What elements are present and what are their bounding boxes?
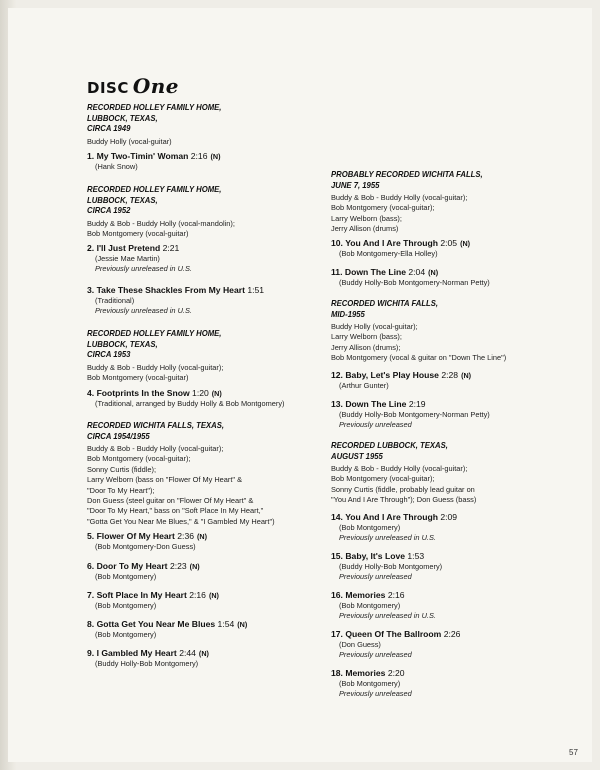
track-number: 5. bbox=[87, 531, 95, 541]
session-credits: "Door To My Heart," bass on "Soft Place In My Heart," bbox=[87, 506, 264, 516]
track-tag: (N) bbox=[189, 562, 200, 571]
track-duration: 1:20 bbox=[192, 388, 209, 398]
session-lubbock-august-1955 bbox=[331, 440, 551, 506]
track-title: You And I Are Through bbox=[345, 238, 438, 248]
track-duration: 2:28 bbox=[441, 370, 459, 380]
track-duration: 1:51 bbox=[247, 285, 265, 295]
track-number: 18. bbox=[331, 668, 343, 678]
track-16 bbox=[331, 590, 561, 622]
track-duration: 2:04 bbox=[408, 267, 426, 277]
session-credits: Larry Welborn (bass); bbox=[331, 332, 402, 342]
track-title: Take These Shackles From My Heart bbox=[96, 285, 245, 295]
session-wichita-falls-mid-1955 bbox=[331, 298, 551, 364]
track-note: Previously unreleased in U.S. bbox=[95, 264, 192, 274]
session-credits: Buddy & Bob - Buddy Holly (vocal-mandolin); bbox=[87, 218, 235, 228]
session-credits: Bob Montgomery (vocal-guitar) bbox=[87, 228, 189, 238]
track-note: Previously unreleased bbox=[339, 689, 412, 699]
track-number: 15. bbox=[331, 551, 343, 561]
track-number: 14. bbox=[331, 512, 343, 522]
session-wichita-falls-june-1955 bbox=[331, 169, 551, 235]
session-credits: Buddy Holly (vocal-guitar); bbox=[331, 322, 418, 331]
session-heading: RECORDED WICHITA FALLS, bbox=[331, 298, 439, 308]
session-credits: Jerry Allison (drums) bbox=[331, 224, 399, 234]
track-duration: 2:20 bbox=[387, 668, 405, 678]
track-title: Footprints In the Snow bbox=[96, 388, 190, 398]
track-number: 17. bbox=[331, 629, 343, 639]
track-writer: (Arthur Gunter) bbox=[339, 381, 389, 390]
track-duration: 2:36 bbox=[177, 531, 195, 541]
session-holley-home-1949 bbox=[87, 102, 307, 147]
track-note: Previously unreleased in U.S. bbox=[95, 306, 192, 316]
track-number: 3. bbox=[87, 285, 95, 295]
track-15 bbox=[331, 551, 561, 583]
track-number: 12. bbox=[331, 370, 343, 380]
session-heading: LUBBOCK, TEXAS, bbox=[87, 338, 158, 349]
track-title: Memories bbox=[345, 668, 386, 678]
session-heading: CIRCA 1952 bbox=[87, 205, 131, 215]
track-writer: (Bob Montgomery-Ella Holley) bbox=[339, 249, 438, 258]
track-11 bbox=[331, 267, 561, 288]
disc-word: One bbox=[132, 74, 180, 98]
session-credits: Sonny Curtis (fiddle); bbox=[87, 464, 157, 474]
track-number: 11. bbox=[331, 267, 343, 277]
track-note: Previously unreleased bbox=[339, 650, 412, 660]
session-heading: RECORDED LUBBOCK, TEXAS, bbox=[331, 440, 448, 450]
track-writer: (Bob Montgomery-Don Guess) bbox=[95, 542, 196, 551]
session-heading: JUNE 7, 1955 bbox=[331, 179, 380, 190]
track-title: Baby, Let's Play House bbox=[345, 370, 439, 380]
track-tag: (N) bbox=[211, 389, 222, 398]
track-number: 1. bbox=[87, 151, 95, 161]
track-note: Previously unreleased in U.S. bbox=[339, 611, 436, 621]
track-writer: (Bob Montgomery) bbox=[95, 601, 157, 610]
track-10 bbox=[331, 238, 561, 259]
session-credits: Bob Montgomery (vocal & guitar on "Down The Line") bbox=[331, 353, 507, 363]
track-duration: 1:54 bbox=[217, 619, 235, 629]
track-writer: (Bob Montgomery) bbox=[95, 630, 157, 639]
session-holley-home-1953 bbox=[87, 328, 307, 383]
track-duration: 2:05 bbox=[440, 238, 458, 248]
track-number: 2. bbox=[87, 243, 95, 253]
track-9 bbox=[87, 648, 317, 669]
session-credits: Buddy & Bob - Buddy Holly (vocal-guitar); bbox=[331, 464, 468, 473]
session-credits: "Door To My Heart"); bbox=[87, 485, 155, 495]
track-note: Previously unreleased in U.S. bbox=[339, 533, 436, 543]
track-7 bbox=[87, 590, 317, 611]
track-17 bbox=[331, 629, 561, 661]
track-duration: 1:53 bbox=[407, 551, 425, 561]
track-number: 10. bbox=[331, 238, 343, 248]
track-duration: 2:09 bbox=[440, 512, 458, 522]
track-13 bbox=[331, 399, 561, 431]
track-number: 16. bbox=[331, 590, 343, 600]
session-heading: CIRCA 1949 bbox=[87, 123, 131, 133]
session-heading: LUBBOCK, TEXAS, bbox=[87, 112, 158, 123]
track-title: Down The Line bbox=[344, 267, 406, 277]
track-title: Door To My Heart bbox=[96, 561, 168, 571]
track-tag: (N) bbox=[198, 649, 209, 658]
session-credits: Sonny Curtis (fiddle, probably lead guitar on bbox=[331, 484, 475, 494]
track-duration: 2:21 bbox=[162, 243, 180, 253]
track-tag: (N) bbox=[197, 532, 207, 541]
track-number: 4. bbox=[87, 388, 95, 398]
track-title: I'll Just Pretend bbox=[96, 243, 161, 253]
session-heading: PROBABLY RECORDED WICHITA FALLS, bbox=[331, 169, 483, 179]
track-tag: (N) bbox=[210, 152, 221, 161]
track-title: Soft Place In My Heart bbox=[96, 590, 187, 600]
track-5 bbox=[87, 531, 317, 552]
session-credits: Buddy & Bob - Buddy Holly (vocal-guitar); bbox=[87, 362, 224, 372]
session-heading: RECORDED HOLLEY FAMILY HOME, bbox=[87, 184, 222, 194]
track-writer: (Bob Montgomery) bbox=[95, 572, 157, 581]
session-credits: Buddy & Bob - Buddy Holly (vocal-guitar); bbox=[87, 444, 224, 453]
track-8 bbox=[87, 619, 317, 640]
session-heading: CIRCA 1953 bbox=[87, 349, 131, 359]
track-duration: 2:16 bbox=[190, 151, 208, 161]
track-writer: (Don Guess) bbox=[339, 640, 381, 649]
track-14 bbox=[331, 512, 561, 544]
track-title: Queen Of The Ballroom bbox=[345, 629, 442, 639]
session-credits: Bob Montgomery (vocal-guitar) bbox=[87, 372, 189, 382]
track-number: 8. bbox=[87, 619, 95, 629]
session-credits: Don Guess (steel guitar on "Flower Of My Heart" & bbox=[87, 496, 254, 506]
track-writer: (Buddy Holly-Bob Montgomery) bbox=[339, 562, 443, 571]
track-12 bbox=[331, 370, 561, 391]
session-heading: CIRCA 1954/1955 bbox=[87, 430, 150, 441]
track-18 bbox=[331, 668, 561, 700]
session-heading: RECORDED HOLLEY FAMILY HOME, bbox=[87, 328, 222, 338]
session-heading: RECORDED WICHITA FALLS, TEXAS, bbox=[87, 420, 224, 430]
track-duration: 2:16 bbox=[387, 590, 405, 600]
track-number: 6. bbox=[87, 561, 95, 571]
track-writer: (Hank Snow) bbox=[95, 162, 138, 171]
session-credits: Jerry Allison (drums); bbox=[331, 342, 401, 352]
track-duration: 2:23 bbox=[169, 561, 187, 571]
track-tag: (N) bbox=[208, 591, 219, 600]
session-heading: AUGUST 1955 bbox=[331, 450, 383, 461]
track-number: 9. bbox=[87, 648, 95, 658]
track-duration: 2:19 bbox=[408, 399, 426, 409]
track-writer: (Jessie Mae Martin) bbox=[95, 254, 160, 263]
track-2 bbox=[87, 243, 317, 275]
track-title: Memories bbox=[345, 590, 386, 600]
track-writer: (Bob Montgomery) bbox=[339, 523, 401, 532]
session-credits: Bob Montgomery (vocal-guitar); bbox=[331, 474, 435, 484]
track-writer: (Buddy Holly-Bob Montgomery-Norman Petty) bbox=[339, 278, 490, 287]
track-title: Down The Line bbox=[345, 399, 407, 409]
track-title: Baby, It's Love bbox=[345, 551, 406, 561]
disc-title bbox=[87, 74, 179, 98]
track-title: You And I Are Through bbox=[345, 512, 438, 522]
session-credits: Buddy Holly (vocal-guitar) bbox=[87, 136, 172, 146]
track-4 bbox=[87, 388, 317, 409]
track-duration: 2:26 bbox=[443, 629, 461, 639]
track-title: I Gambled My Heart bbox=[96, 648, 177, 658]
track-tag: (N) bbox=[428, 268, 439, 277]
session-credits: "Gotta Get You Near Me Blues," & "I Gambled My Heart") bbox=[87, 516, 275, 526]
track-writer: (Traditional) bbox=[95, 296, 135, 305]
page-number: 57 bbox=[569, 748, 578, 757]
session-credits: Larry Welborn (bass on "Flower Of My Heart" & bbox=[87, 475, 243, 485]
track-3 bbox=[87, 285, 317, 317]
track-title: My Two-Timin' Woman bbox=[96, 151, 189, 161]
track-duration: 2:16 bbox=[189, 590, 206, 600]
track-title: Gotta Get You Near Me Blues bbox=[96, 619, 216, 629]
track-6 bbox=[87, 561, 317, 582]
track-title: Flower Of My Heart bbox=[96, 531, 175, 541]
session-holley-home-1952 bbox=[87, 184, 307, 239]
disc-label: DISC bbox=[87, 79, 129, 97]
track-duration: 2:44 bbox=[179, 648, 196, 658]
session-credits: Bob Montgomery (vocal-guitar); bbox=[331, 203, 435, 213]
session-wichita-falls-1954 bbox=[87, 420, 307, 527]
track-tag: (N) bbox=[461, 371, 472, 380]
session-heading: LUBBOCK, TEXAS, bbox=[87, 194, 158, 205]
track-1 bbox=[87, 151, 317, 172]
session-heading: MID-1955 bbox=[331, 308, 365, 319]
track-writer: (Buddy Holly-Bob Montgomery-Norman Petty) bbox=[339, 410, 490, 419]
track-tag: (N) bbox=[460, 239, 471, 248]
track-writer: (Bob Montgomery) bbox=[339, 679, 401, 688]
track-writer: (Traditional, arranged by Buddy Holly & Bob Montgomery) bbox=[95, 399, 285, 408]
track-tag: (N) bbox=[237, 620, 248, 629]
track-note: Previously unreleased bbox=[339, 420, 412, 430]
session-heading: RECORDED HOLLEY FAMILY HOME, bbox=[87, 102, 222, 112]
track-note: Previously unreleased bbox=[339, 572, 412, 582]
track-writer: (Buddy Holly-Bob Montgomery) bbox=[95, 659, 199, 668]
session-credits: Buddy & Bob - Buddy Holly (vocal-guitar); bbox=[331, 193, 468, 202]
session-credits: Larry Welborn (bass); bbox=[331, 213, 402, 223]
track-number: 13. bbox=[331, 399, 343, 409]
track-number: 7. bbox=[87, 590, 95, 600]
session-credits: "You And I Are Through"); Don Guess (bass) bbox=[331, 495, 477, 505]
session-credits: Bob Montgomery (vocal-guitar); bbox=[87, 454, 191, 464]
track-writer: (Bob Montgomery) bbox=[339, 601, 401, 610]
